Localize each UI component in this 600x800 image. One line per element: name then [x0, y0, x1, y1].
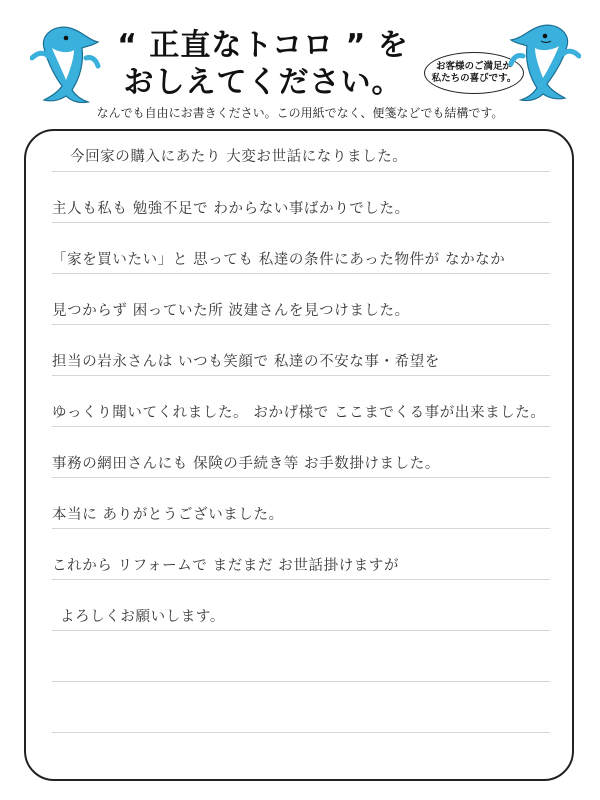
ruled-line	[52, 579, 550, 580]
ruled-line	[52, 630, 550, 631]
subtitle: なんでも自由にお書きください。この用紙でなく、便箋などでも結構です。	[96, 106, 504, 120]
ruled-line	[52, 477, 550, 478]
ruled-line	[52, 324, 550, 325]
ruled-line	[52, 528, 550, 529]
ruled-line	[52, 171, 550, 172]
letter-line: 主人も私も 勉強不足で わからない事ばかりでした。	[52, 201, 410, 217]
letter-line: 事務の網田さんにも 保険の手続き等 お手数掛けました。	[52, 456, 440, 472]
letter-line: 見つからず 困っていた所 波建さんを見つけました。	[52, 303, 410, 319]
ruled-line	[52, 273, 550, 274]
ruled-line	[52, 375, 550, 376]
bubble-text-1: お客様のご満足が	[435, 61, 512, 72]
letter-line: よろしくお願いします。	[60, 609, 225, 625]
letter-line: 「家を買いたい」と 思っても 私達の条件にあった物件が なかなか	[52, 252, 506, 268]
bubble-text-2: 私たちの喜びです。	[431, 73, 517, 84]
letter-line: 本当に ありがとうございました。	[52, 507, 284, 523]
letter-line: 今回家の購入にあたり 大変お世話になりました。	[70, 149, 408, 165]
dolphin-icon	[30, 18, 102, 104]
title-line-1: “ 正直なトコロ ” を	[117, 28, 409, 63]
letter-paper	[24, 129, 574, 781]
letter-line: これから リフォームで まだまだ お世話掛けますが	[52, 558, 400, 574]
letter-line: 担当の岩永さんは いつも笑顔で 私達の不安な事・希望を	[52, 354, 440, 370]
ruled-line	[52, 222, 550, 223]
ruled-line	[52, 681, 550, 682]
ruled-line	[52, 732, 550, 733]
title-line-2: おしえてください。	[123, 65, 403, 100]
letter-line: ゆっくり聞いてくれました。 おかげ様で ここまでくる事が出来ました。	[52, 405, 546, 421]
dolphin-icon	[505, 14, 581, 104]
ruled-line	[52, 426, 550, 427]
header	[0, 0, 600, 130]
